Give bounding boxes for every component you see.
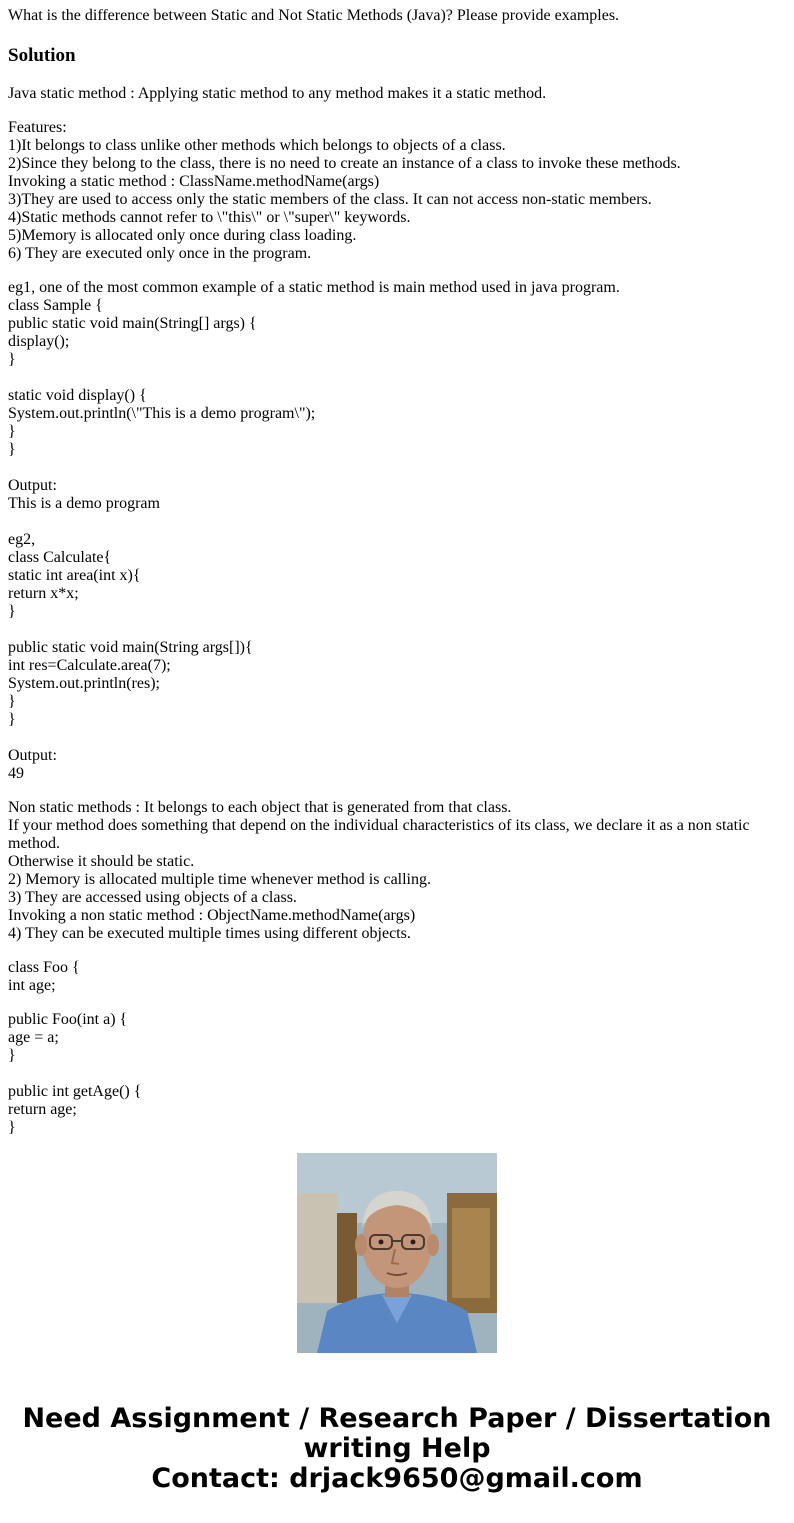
code-line: int res=Calculate.area(7); (8, 657, 171, 674)
contact-email: Contact: drjack9650@gmail.com (151, 1463, 643, 1494)
code-line: class Calculate{ (8, 549, 112, 566)
code-line: return age; (8, 1101, 77, 1118)
non-static-line: Otherwise it should be static. (8, 853, 195, 870)
foo-class-body (8, 1011, 786, 1137)
features-line: Features: (8, 119, 67, 136)
static-intro: Java static method : Applying static method to any method makes it a static method. (8, 85, 547, 102)
non-static-line: 2) Memory is allocated multiple time whenever method is calling. (8, 871, 431, 888)
code-line: int age; (8, 977, 56, 994)
features-line: 1)It belongs to class unlike other methods which belongs to objects of a class. (8, 137, 506, 154)
blank-line (8, 513, 786, 531)
code-line: public Foo(int a) { (8, 1011, 128, 1028)
example-line: eg1, one of the most common example of a static method is main method used in java program. (8, 279, 620, 296)
code-line: static int area(int x){ (8, 567, 141, 584)
output-value: This is a demo program (8, 495, 160, 512)
code-line: } (8, 423, 16, 440)
features-line: 2)Since they belong to the class, there is no need to create an instance of a class to invoke these methods. (8, 155, 681, 172)
static-examples (8, 279, 786, 783)
blank-line (8, 369, 786, 387)
code-line: } (8, 1047, 16, 1064)
code-line: static void display() { (8, 387, 147, 404)
output-label: Output: (8, 747, 57, 764)
features-line: Invoking a static method : ClassName.methodName(args) (8, 173, 380, 190)
banner-line-2: writing Help (303, 1433, 491, 1464)
code-line: display(); (8, 333, 70, 350)
tutor-avatar (297, 1153, 497, 1353)
code-line: } (8, 711, 16, 728)
code-line: } (8, 441, 16, 458)
code-line: public int getAge() { (8, 1083, 142, 1100)
non-static-section (8, 799, 786, 943)
code-line: System.out.println(res); (8, 675, 160, 692)
code-line: age = a; (8, 1029, 59, 1046)
features-list (8, 119, 786, 263)
blank-line (8, 1065, 786, 1083)
portrait-image (297, 1153, 497, 1353)
code-line: } (8, 603, 16, 620)
features-line: 4)Static methods cannot refer to \"this\" or \"super\" keywords. (8, 209, 411, 226)
code-line: } (8, 1119, 16, 1136)
output-label: Output: (8, 477, 57, 494)
features-line: 6) They are executed only once in the program. (8, 245, 312, 262)
non-static-line: 4) They can be executed multiple times using different objects. (8, 925, 411, 942)
features-line: 3)They are used to access only the static members of the class. It can not access non-static members. (8, 191, 652, 208)
code-line: } (8, 351, 16, 368)
output-value: 49 (8, 765, 24, 782)
code-line: class Foo { (8, 959, 80, 976)
example-line: eg2, (8, 531, 36, 548)
banner-line-1: Need Assignment / Research Paper / Dissertation (22, 1403, 772, 1434)
contact-banner (0, 1404, 794, 1494)
code-line: class Sample { (8, 297, 103, 314)
non-static-line: Non static methods : It belongs to each object that is generated from that class. (8, 799, 512, 816)
question-text: What is the difference between Static and Not Static Methods (Java)? Please provide examples. (8, 7, 620, 24)
code-line: public static void main(String[] args) { (8, 315, 257, 332)
blank-line (8, 729, 786, 747)
code-line: return x*x; (8, 585, 79, 602)
features-line: 5)Memory is allocated only once during class loading. (8, 227, 357, 244)
code-line: System.out.println(\"This is a demo program\"); (8, 405, 316, 422)
blank-line (8, 621, 786, 639)
blank-line (8, 459, 786, 477)
code-line: } (8, 693, 16, 710)
code-line: public static void main(String args[]){ (8, 639, 253, 656)
non-static-line: 3) They are accessed using objects of a class. (8, 889, 297, 906)
solution-heading: Solution (8, 45, 76, 66)
foo-class-header (8, 959, 786, 995)
non-static-line: If your method does something that depend on the individual characteristics of its class, we declare it as a non static method. (8, 817, 750, 852)
non-static-line: Invoking a non static method : ObjectName.methodName(args) (8, 907, 416, 924)
solution-document (8, 7, 786, 1136)
